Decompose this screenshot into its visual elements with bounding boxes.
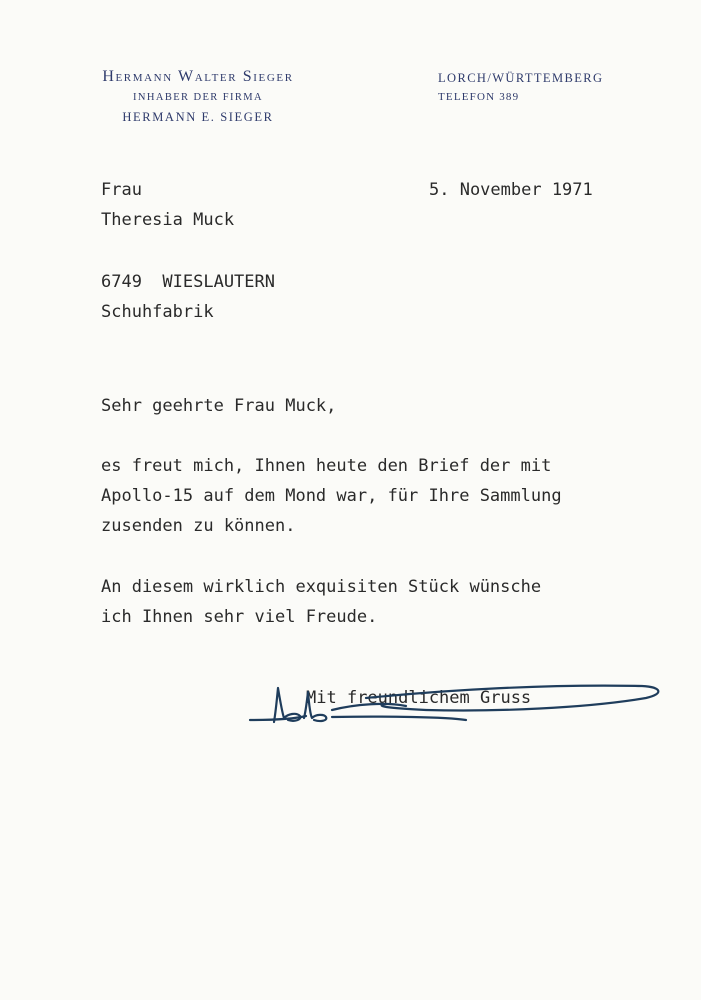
letterhead-sender [48,66,348,126]
sender-name: Hermann Walter Sieger [102,68,294,85]
recipient-salutation-line: Frau [101,180,142,200]
body-line: es freut mich, Ihnen heute den Brief der mit [101,456,552,476]
body-line: Apollo-15 auf dem Mond war, für Ihre Sammlung [101,486,562,506]
body-line: zusenden zu können. [101,516,296,536]
sender-place: LORCH/WÜRTTEMBERG [438,71,604,85]
letter-date: 5. November 1971 [429,180,593,200]
closing: Mit freundlichem Gruss [306,688,532,708]
letterhead-contact [438,70,603,105]
greeting: Sehr geehrte Frau Muck, [101,396,337,416]
sender-phone: TELEFON 389 [438,91,520,103]
sender-owner: HERMANN E. SIEGER [122,110,274,124]
body-line: ich Ihnen sehr viel Freude. [101,607,378,627]
signature [246,676,666,736]
body-line: An diesem wirklich exquisiten Stück wünsche [101,577,542,597]
sender-role: INHABER DER FIRMA [133,92,263,103]
recipient-city: 6749 WIESLAUTERN [101,272,275,292]
recipient-company: Schuhfabrik [101,302,214,322]
recipient-name: Theresia Muck [101,210,235,230]
